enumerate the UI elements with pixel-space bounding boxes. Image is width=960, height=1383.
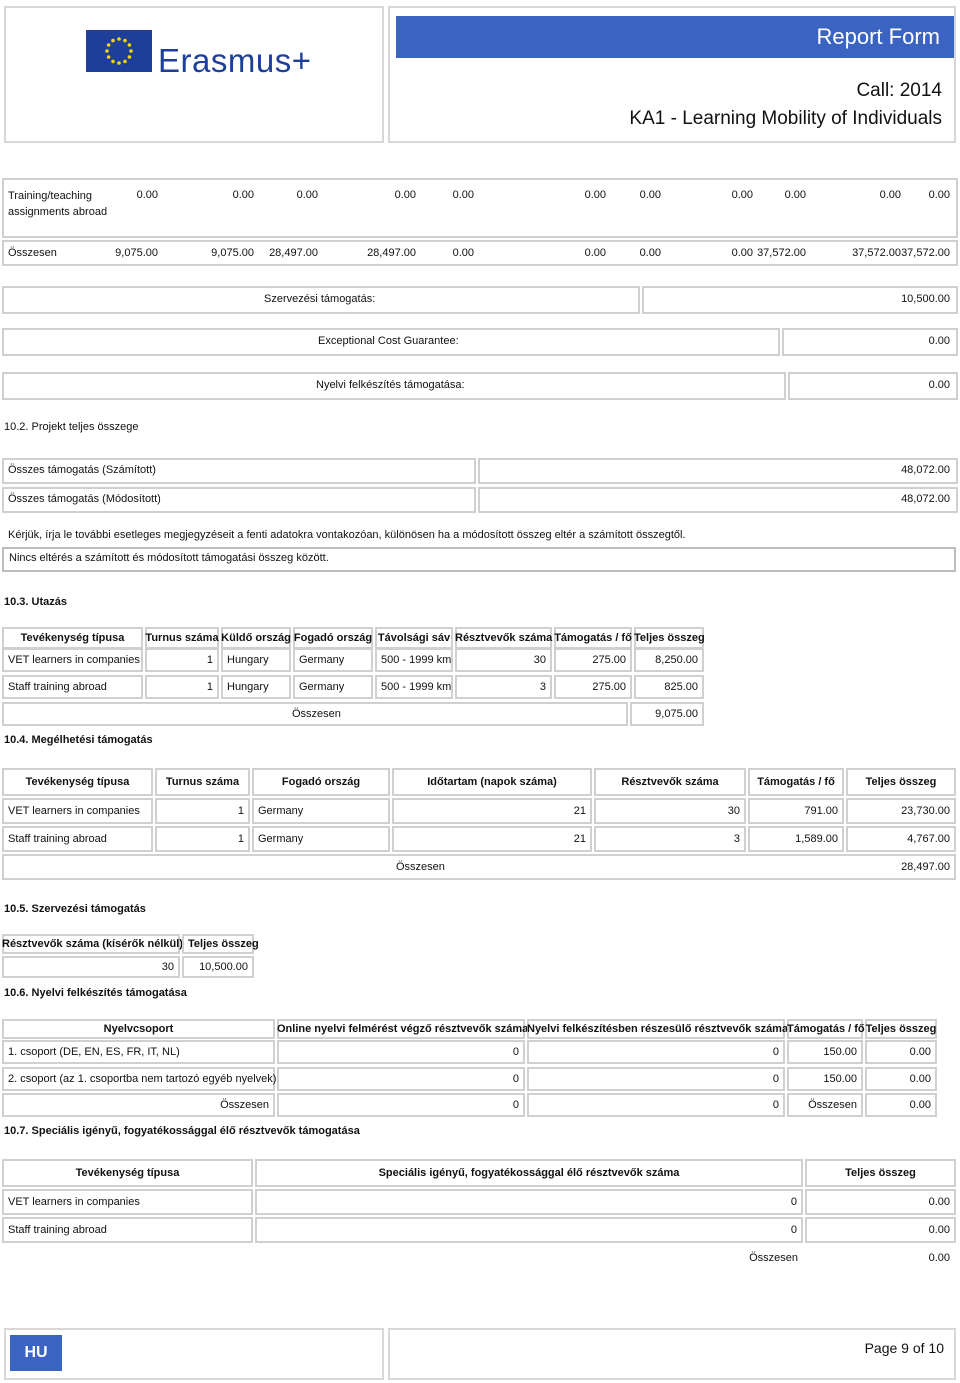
table-row: VET learners in companies: [8, 1196, 140, 1208]
ecg-label: Exceptional Cost Guarantee:: [318, 335, 459, 347]
calc-value: 48,072.00: [901, 464, 950, 476]
table-row: 2. csoport (az 1. csoportba nem tartozó egyéb nyelvek): [8, 1073, 277, 1085]
table-row: Staff training abroad: [8, 833, 107, 845]
table-row: Germany: [258, 833, 304, 845]
action-name: KA1 - Learning Mobility of Individuals: [629, 108, 942, 129]
section-10-6-title: 10.6. Nyelvi felkészítés támogatása: [4, 987, 187, 999]
column-header: Online nyelvi felmérést végző résztvevők száma: [277, 1023, 529, 1035]
eu-flag-icon: [86, 30, 152, 72]
table-row: 825.00: [664, 681, 698, 693]
table-row: Hungary: [227, 654, 269, 666]
table-cell: 9,075.00: [115, 247, 158, 259]
table-row: 0: [772, 1073, 779, 1085]
total-row: Összesen: [220, 1099, 269, 1111]
column-header: Távolsági sáv: [377, 632, 451, 644]
table-row: 500 - 1999 km: [381, 654, 452, 666]
total-label: Összesen: [396, 861, 445, 873]
column-header: Nyelvcsoport: [103, 1023, 174, 1035]
table-cell: 0.00: [639, 189, 661, 201]
calc-label: Összes támogatás (Számított): [8, 464, 156, 476]
mod-value: 48,072.00: [901, 493, 950, 505]
table-cell: 0.00: [731, 247, 753, 259]
column-header: Résztvevők száma: [621, 776, 719, 788]
report-form-title: Report Form: [396, 16, 954, 58]
section-10-5-title: 10.5. Szervezési támogatás: [4, 903, 146, 915]
column-header: Teljes összeg: [634, 632, 705, 644]
table-row: 8,250.00: [655, 654, 698, 666]
table-cell: 37,572.00: [901, 247, 950, 259]
table-row: 1,589.00: [795, 833, 838, 845]
table-cell: 28,497.00: [269, 247, 318, 259]
table-cell: 9,075.00: [211, 247, 254, 259]
table-cell: 28,497.00: [367, 247, 416, 259]
total-row: Összesen: [808, 1099, 857, 1111]
total-row: 0: [512, 1099, 519, 1111]
table-row: 791.00: [804, 805, 838, 817]
table-row: 275.00: [592, 654, 626, 666]
table-row: VET learners in companies: [8, 805, 140, 817]
column-header: Nyelvi felkészítésben részesülő résztvevők száma: [527, 1023, 789, 1035]
total-value: 28,497.00: [901, 861, 950, 873]
comment-field[interactable]: [2, 547, 956, 572]
table-row: Staff training abroad: [8, 681, 107, 693]
table-row: Staff training abroad: [8, 1224, 107, 1236]
column-header: Fogadó ország: [281, 776, 361, 788]
table-row: 21: [573, 833, 586, 845]
table-row: 275.00: [592, 681, 626, 693]
table-row: 21: [573, 805, 586, 817]
table-row: 150.00: [823, 1073, 857, 1085]
comment-prompt: Kérjük, írja le további esetleges megjegyzéseit a fenti adatokra vontakozóan, különösen ha a módosított összeg eltér a számított összegtől.: [8, 529, 686, 541]
table-cell: 0.00: [452, 247, 474, 259]
table-row: 1: [206, 681, 213, 693]
table-cell: 0.00: [928, 189, 950, 201]
section-10-2-title: 10.2. Projekt teljes összege: [4, 421, 139, 433]
column-header: Turnus száma: [165, 776, 240, 788]
table-cell: 0.00: [232, 189, 254, 201]
table-row: 0.00: [928, 1224, 950, 1236]
column-header: Támogatás / fő: [554, 632, 632, 644]
table-cell: 0.00: [879, 189, 901, 201]
table-cell: 0.00: [296, 189, 318, 201]
table-row: 0.00: [928, 1196, 950, 1208]
total-row-label: Összesen: [8, 247, 57, 259]
top-table-row: [2, 178, 958, 238]
table-row: 0: [772, 1046, 779, 1058]
lang-support-label: Nyelvi felkészítés támogatása:: [316, 379, 465, 391]
table-row: 500 - 1999 km: [381, 681, 452, 693]
table-row: Germany: [299, 681, 345, 693]
table-cell: 0.00: [784, 189, 806, 201]
table-row: 23,730.00: [901, 805, 950, 817]
ecg-value: 0.00: [928, 335, 950, 347]
table-row: 1: [237, 833, 244, 845]
table-cell: 0.00: [639, 247, 661, 259]
table-row: 30: [533, 654, 546, 666]
column-header: Speciális igényű, fogyatékossággal élő résztvevők száma: [378, 1167, 680, 1179]
table-row: VET learners in companies: [8, 654, 140, 666]
mod-value-box: [478, 487, 958, 513]
table-row: 150.00: [823, 1046, 857, 1058]
total-value: 9,075.00: [655, 708, 698, 720]
total-label: Összesen: [292, 708, 341, 720]
column-header: Küldő ország: [221, 632, 291, 644]
table-row: 0: [790, 1196, 797, 1208]
table-row: 30: [727, 805, 740, 817]
table-row: 3: [733, 833, 740, 845]
column-header: Fogadó ország: [293, 632, 373, 644]
total-label: Összesen: [749, 1252, 798, 1264]
column-header: Időtartam (napok száma): [427, 776, 557, 788]
total-row: 0: [772, 1099, 779, 1111]
section-10-4-title: 10.4. Megélhetési támogatás: [4, 734, 153, 746]
table-cell: 0.00: [731, 189, 753, 201]
table-row: 1: [237, 805, 244, 817]
column-header: Támogatás / fő: [757, 776, 835, 788]
org-support-value: 10,500.00: [901, 293, 950, 305]
table-row: 0: [512, 1046, 519, 1058]
total-value: 0.00: [928, 1252, 950, 1264]
page-number: Page 9 of 10: [864, 1340, 944, 1356]
column-header: Támogatás / fő: [787, 1023, 865, 1035]
table-row: 10,500.00: [199, 961, 248, 973]
table-row: 30: [161, 961, 174, 973]
language-code-badge: HU: [10, 1335, 62, 1371]
column-header: Tevékenység típusa: [75, 1167, 180, 1179]
table-row: Hungary: [227, 681, 269, 693]
table-row: 0: [790, 1224, 797, 1236]
column-header: Teljes összeg: [188, 938, 259, 950]
column-header: Teljes összeg: [865, 1023, 937, 1035]
total-row: 0.00: [909, 1099, 931, 1111]
column-header: Résztvevők száma: [455, 632, 553, 644]
mod-label: Összes támogatás (Módosított): [8, 493, 161, 505]
table-cell: 0.00: [584, 247, 606, 259]
erasmus-logo-text: Erasmus+: [158, 42, 312, 79]
table-cell: 37,572.00: [852, 247, 901, 259]
call-year: Call: 2014: [856, 80, 942, 101]
table-row: 4,767.00: [907, 833, 950, 845]
section-10-3-title: 10.3. Utazás: [4, 596, 67, 608]
table-row: 0.00: [909, 1046, 931, 1058]
column-header: Teljes összeg: [845, 1167, 916, 1179]
total-row-box: [2, 854, 956, 880]
column-header: Teljes összeg: [865, 776, 937, 788]
calc-value-box: [478, 458, 958, 484]
table-row: 0.00: [909, 1073, 931, 1085]
table-cell: 0.00: [136, 189, 158, 201]
column-header: Turnus száma: [145, 632, 219, 644]
comment-text: Nincs eltérés a számított és módosított támogatási összeg között.: [9, 552, 329, 564]
section-10-7-title: 10.7. Speciális igényű, fogyatékossággal élő résztvevők támogatása: [4, 1125, 360, 1137]
table-cell: 37,572.00: [757, 247, 806, 259]
column-header: Tevékenység típusa: [25, 776, 130, 788]
table-row: 1. csoport (DE, EN, ES, FR, IT, NL): [8, 1046, 180, 1058]
table-row: 0: [512, 1073, 519, 1085]
table-cell: 0.00: [584, 189, 606, 201]
table-row: Germany: [258, 805, 304, 817]
org-support-label: Szervezési támogatás:: [264, 293, 376, 305]
column-header: Résztvevők száma (kísérők nélkül): [2, 938, 183, 950]
table-cell: 0.00: [452, 189, 474, 201]
column-header: Tevékenység típusa: [20, 632, 125, 644]
lang-support-value: 0.00: [928, 379, 950, 391]
table-cell: 0.00: [394, 189, 416, 201]
table-row: 1: [206, 654, 213, 666]
table-row: Germany: [299, 654, 345, 666]
table-row: 3: [539, 681, 546, 693]
row-label: Training/teaching assignments abroad: [8, 190, 108, 218]
